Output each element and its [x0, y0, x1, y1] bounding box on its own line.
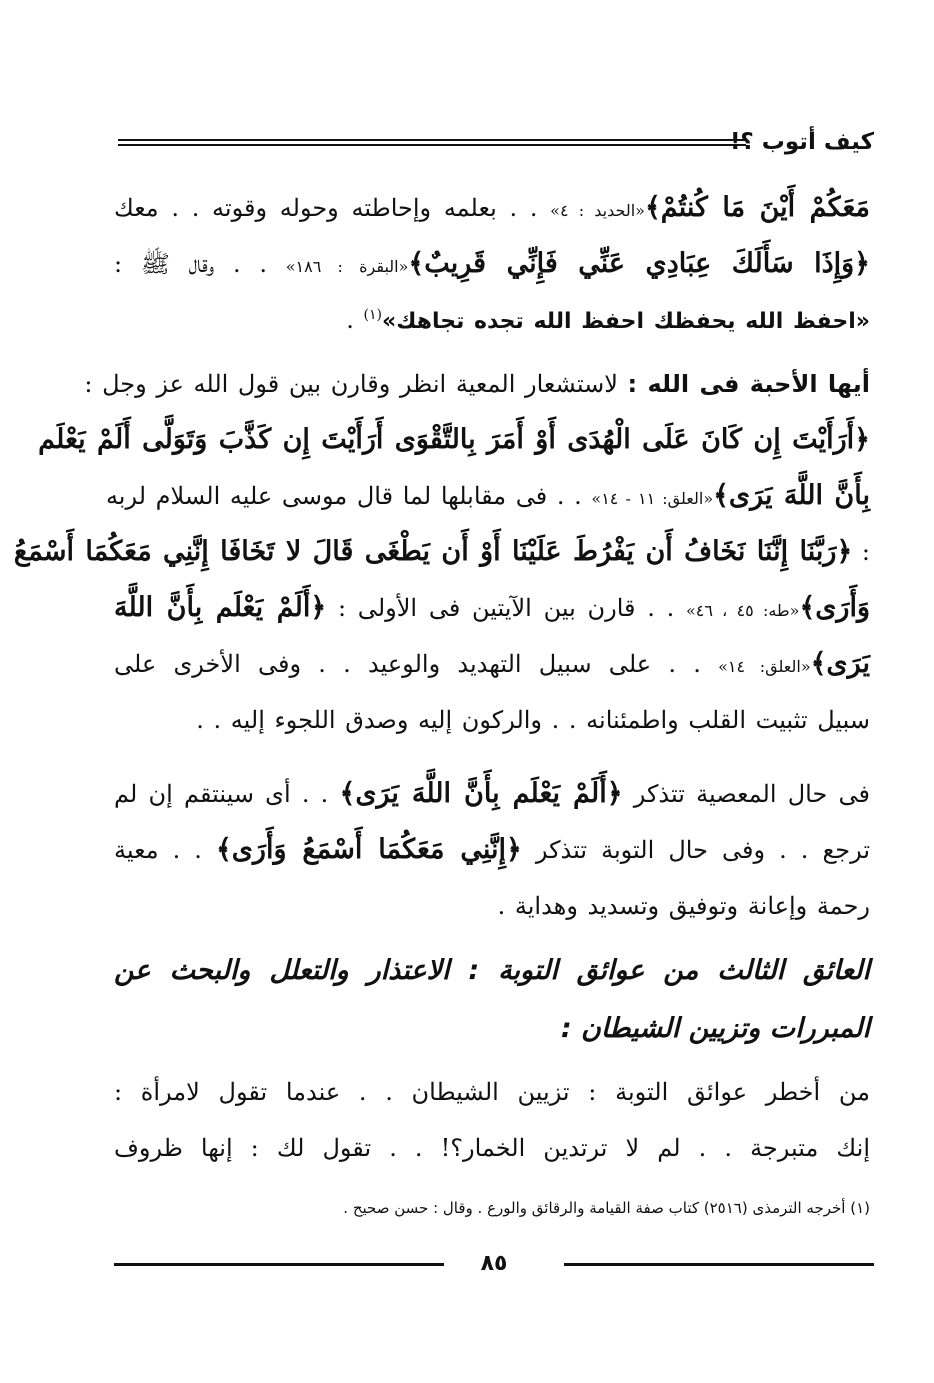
body-text: فى حال المعصية تتذكر — [622, 780, 870, 808]
text-line — [114, 822, 870, 878]
quran-verse: وَأَرَى﴾ — [799, 592, 870, 623]
header-double-rule — [118, 139, 746, 146]
running-header — [118, 122, 874, 162]
verse-reference: «العلق: ١٤» — [718, 657, 811, 676]
body-text: . . معية — [114, 836, 216, 864]
body-text: . — [346, 306, 364, 334]
body-text: ترجع . . وفى حال التوبة تتذكر — [521, 836, 870, 864]
text-line — [114, 292, 870, 348]
paragraph-2 — [13, 356, 870, 748]
text-line — [114, 1120, 870, 1176]
paragraph-1 — [114, 180, 870, 348]
page-footer — [114, 1250, 874, 1278]
text-line — [38, 412, 870, 468]
verse-reference: «الحديد : ٤» — [550, 201, 645, 220]
text-line — [114, 878, 870, 934]
text-line — [114, 692, 870, 748]
text-line — [84, 356, 870, 412]
section-heading — [114, 942, 870, 1058]
body-text: إنك متبرجة . . لم لا ترتدين الخمار؟! . . تقول لك : إنها ظروف — [114, 1134, 870, 1162]
body-text: من أخطر عوائق التوبة : تزيين الشيطان . . عندما تقول لامرأة : — [114, 1078, 870, 1106]
paragraph-intro: أيها الأحبة فى الله : — [627, 370, 870, 398]
verse-reference: «البقرة : ١٨٦» — [285, 257, 409, 276]
body-text: . . أى سينتقم إن لم — [114, 780, 340, 808]
text-line — [114, 236, 870, 292]
text-line — [114, 766, 870, 822]
text-line — [114, 636, 870, 692]
body-text: . . وقال ﷺ : — [114, 250, 286, 278]
heading-line: المبررات وتزيين الشيطان : — [560, 1013, 870, 1044]
quran-verse: ﴿إِنَّنِي مَعَكُمَا أَسْمَعُ وَأَرَى﴾ — [215, 834, 522, 865]
quran-verse: ﴿أَلَمْ يَعْلَم بِأَنَّ اللَّهَ — [114, 592, 327, 623]
body-text: . . على سبيل التهديد والوعيد . . وفى الأخرى على — [114, 650, 719, 678]
body-text: لاستشعار المعية انظر وقارن بين قول الله عز وجل : — [84, 370, 628, 398]
quran-verse: بِأَنَّ اللَّهَ يَرَى﴾ — [713, 480, 870, 511]
running-title: كيف أتوب ؟! — [729, 129, 874, 155]
page-number: ٨٥ — [480, 1251, 508, 1276]
verse-reference: «العلق: ١١ - ١٤» — [591, 489, 714, 508]
verse-reference: «طه: ٤٥ ، ٤٦» — [686, 601, 800, 620]
body-text: . . بعلمه وإحاطته وحوله وقوته . . معك — [114, 194, 551, 222]
quran-verse: مَعَكُمْ أَيْنَ مَا كُنتُمْ — [660, 192, 870, 223]
text-line — [13, 524, 870, 580]
quran-verse: ﴿أَلَمْ يَعْلَم بِأَنَّ اللَّهَ يَرَى﴾ — [339, 778, 623, 809]
quran-verse: يَرَى﴾ — [810, 648, 870, 679]
footnote: (١) أخرجه الترمذى (٢٥١٦) كتاب صفة القيامة والرقائق والورع . وقال : حسن صحيح . — [343, 1199, 870, 1217]
text-line — [114, 1064, 870, 1120]
quran-verse: ﴿وَإِذَا سَأَلَكَ عِبَادِي عَنِّي فَإِنِّي قَرِيبٌ﴾ — [408, 248, 870, 279]
hadith-quote: «احفظ الله يحفظك احفظ الله تجده تجاهك» — [382, 309, 870, 334]
footer-rule — [564, 1263, 874, 1266]
heading-line: العائق الثالث من عوائق التوبة : الاعتذار والتعلل والبحث عن — [114, 955, 870, 986]
paragraph-3 — [114, 766, 870, 934]
body-text: : — [852, 538, 870, 566]
paragraph-4 — [114, 1064, 870, 1176]
quran-verse: ﴿رَبَّنَا إِنَّنَا نَخَافُ أَن يَفْرُطَ عَلَيْنَا أَوْ أَن يَطْغَى قَالَ لا تَخَافَا إِنَّنِي مَعَكُمَا أَسْمَعُ — [13, 536, 853, 567]
footer-rule — [114, 1263, 444, 1266]
body-text: . . قارن بين الآيتين فى الأولى : — [326, 594, 686, 622]
text-line — [114, 580, 870, 636]
footnote-marker: (١) — [363, 307, 382, 323]
quran-verse: ﴿أَرَأَيْتَ إِن كَانَ عَلَى الْهُدَى أَوْ أَمَرَ بِالتَّقْوَى أَرَأَيْتَ إِن كَذَّبَ وَتَوَلَّى أَلَمْ يَعْلَم — [38, 424, 870, 455]
text-line — [105, 468, 870, 524]
body-text: سبيل تثبيت القلب واطمئنانه . . والركون إليه وصدق اللجوء إليه . . — [196, 706, 870, 734]
body-text: . . فى مقابلها لما قال موسى عليه السلام لربه — [105, 482, 592, 510]
text-line: مَعَكُمْ أَيْنَ مَا كُنتُمْ﴾«الحديد : ٤» . . بعلمه وإحاطته وحوله وقوته . . معك — [114, 192, 870, 223]
body-text: رحمة وإعانة وتوفيق وتسديد وهداية . — [497, 892, 870, 920]
